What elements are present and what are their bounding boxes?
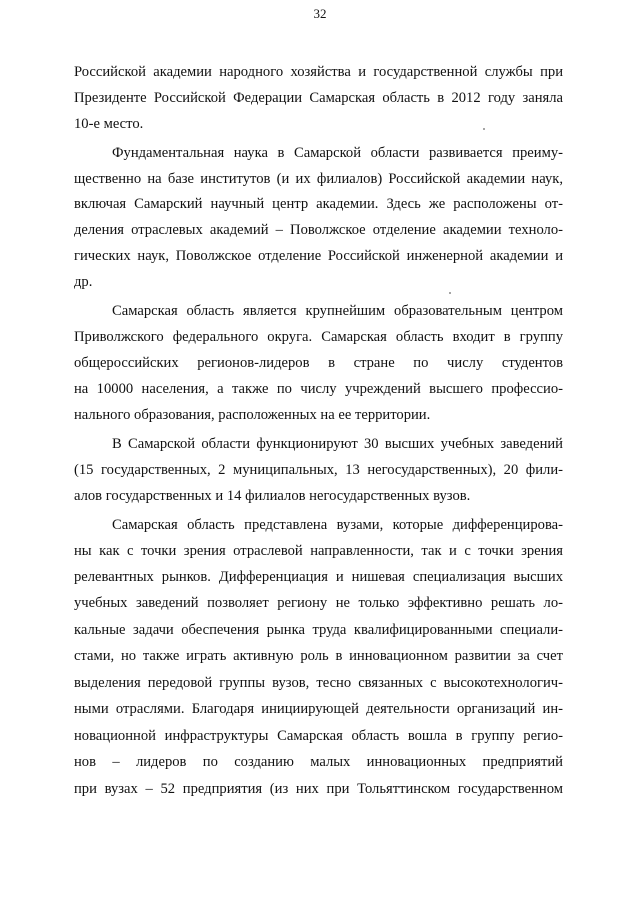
paragraph-5-line-11: при вузах – 52 предприятия (из них при Тольяттинском государственном [74, 781, 563, 797]
paragraph-2-line-3: включая Самарский научный центр академии. Здесь же расположены от- [74, 196, 563, 212]
scan-speck [449, 292, 451, 294]
paragraph-3-line-5: нального образования, расположенных на ее территории. [74, 407, 431, 423]
paragraph-5-line-9: новационной инфраструктуры Самарская область вошла в группу регио- [74, 728, 563, 744]
paragraph-5-line-4: учебных заведений позволяет региону не только эффективно решать ло- [74, 595, 563, 611]
paragraph-5-line-2: ны как с точки зрения отраслевой направленности, так и с точки зрения [74, 543, 563, 559]
page-number: 32 [313, 6, 327, 21]
paragraph-5-line-7: выделения передовой группы вузов, тесно связанных с высокотехнологич- [74, 675, 563, 691]
paragraph-5-line-6: стами, но также играть активную роль в инновационном развитии за счет [74, 648, 563, 664]
paragraph-1-line-3: 10-е место. [74, 116, 144, 132]
paragraph-5-line-8: ными отраслями. Благодаря инициирующей деятельности организаций ин- [74, 701, 563, 717]
paragraph-2-line-6: др. [74, 274, 93, 290]
paragraph-2-line-4: деления отраслевых академий – Поволжское отделение академии техноло- [74, 222, 563, 238]
paragraph-3-line-2: Приволжского федерального округа. Самарская область входит в группу [74, 329, 563, 345]
paragraph-5-line-3: релевантных рынков. Дифференциация и нишевая специализация высших [74, 569, 563, 585]
paragraph-4-line-1: В Самарской области функционируют 30 высших учебных заведений [112, 436, 563, 452]
paragraph-5-line-5: кальные задачи обеспечения рынка труда квалифицированными специали- [74, 622, 563, 638]
paragraph-1-line-2: Президенте Российской Федерации Самарская область в 2012 году заняла [74, 90, 563, 106]
paragraph-5-line-10: нов – лидеров по созданию малых инновационных предприятий [74, 754, 563, 770]
paragraph-5-line-1: Самарская область представлена вузами, которые дифференцирова- [112, 517, 563, 533]
paragraph-4-line-3: алов государственных и 14 филиалов негосударственных вузов. [74, 488, 471, 504]
paragraph-1-line-1: Российской академии народного хозяйства и государственной службы при [74, 64, 563, 80]
paragraph-2-line-1: Фундаментальная наука в Самарской области развивается преиму- [112, 145, 563, 161]
paragraph-3-line-4: на 10000 населения, а также по числу учреждений высшего профессио- [74, 381, 563, 397]
paragraph-2-line-2: щественно на базе институтов (и их филиалов) Российской академии наук, [74, 171, 563, 187]
paragraph-2-line-5: гических наук, Поволжское отделение Российской инженерной академии и [74, 248, 563, 264]
paragraph-3-line-1: Самарская область является крупнейшим образовательным центром [112, 303, 563, 319]
paragraph-4-line-2: (15 государственных, 2 муниципальных, 13 негосударственных), 20 фили- [74, 462, 563, 478]
scan-speck [483, 128, 485, 130]
paragraph-3-line-3: общероссийских регионов-лидеров в стране по числу студентов [74, 355, 563, 371]
